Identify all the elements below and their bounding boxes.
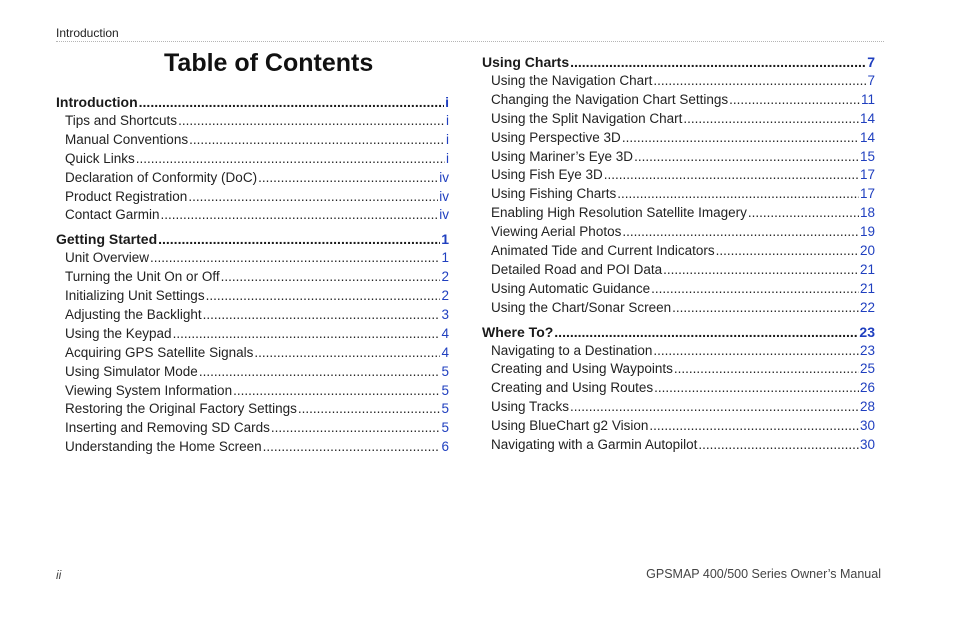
entry-title: Navigating to a Destination bbox=[491, 342, 653, 358]
page-link[interactable]: 7 bbox=[867, 54, 875, 70]
toc-entry[interactable] bbox=[56, 206, 449, 225]
page-link[interactable]: 21 bbox=[859, 280, 875, 296]
dot-leader bbox=[271, 419, 441, 438]
dot-leader bbox=[672, 299, 859, 318]
dot-leader bbox=[729, 91, 860, 110]
toc-entry[interactable] bbox=[482, 299, 875, 318]
page-link[interactable]: 5 bbox=[441, 382, 449, 398]
dot-leader bbox=[161, 206, 439, 225]
page-number: ii bbox=[56, 568, 62, 582]
toc-entry[interactable] bbox=[56, 438, 449, 457]
toc-entry[interactable] bbox=[482, 436, 875, 455]
dot-leader bbox=[203, 306, 441, 325]
dot-leader bbox=[233, 382, 440, 401]
entry-title: Adjusting the Backlight bbox=[65, 307, 202, 323]
page-link[interactable]: iv bbox=[439, 188, 449, 204]
entry-title: Using Fishing Charts bbox=[491, 186, 617, 202]
entry-title: Using Simulator Mode bbox=[65, 363, 198, 379]
page-link[interactable]: i bbox=[446, 150, 449, 166]
toc-entry[interactable] bbox=[482, 379, 875, 398]
page-link[interactable]: 25 bbox=[859, 361, 875, 377]
toc-entry[interactable] bbox=[482, 261, 875, 280]
entry-title: Navigating with a Garmin Autopilot bbox=[491, 437, 698, 453]
toc-entry[interactable] bbox=[56, 344, 449, 363]
toc-section-heading[interactable] bbox=[56, 93, 449, 112]
page-link[interactable]: 5 bbox=[441, 363, 449, 379]
dot-leader bbox=[683, 110, 859, 129]
entry-title: Quick Links bbox=[65, 150, 135, 166]
dot-leader bbox=[674, 360, 859, 379]
entry-title: Using Perspective 3D bbox=[491, 129, 621, 145]
dot-leader bbox=[173, 325, 441, 344]
dot-leader bbox=[748, 204, 859, 223]
page-link[interactable]: 4 bbox=[441, 344, 449, 360]
dot-leader bbox=[298, 400, 441, 419]
dot-leader bbox=[654, 379, 859, 398]
page-link[interactable]: 5 bbox=[441, 401, 449, 417]
toc-entry[interactable] bbox=[482, 148, 875, 167]
entry-title: Understanding the Home Screen bbox=[65, 439, 262, 455]
entry-title: Using BlueChart g2 Vision bbox=[491, 418, 649, 434]
toc-entry[interactable] bbox=[56, 306, 449, 325]
entry-title: Animated Tide and Current Indicators bbox=[491, 243, 715, 259]
page-link[interactable]: 7 bbox=[867, 73, 875, 88]
entry-title: Getting Started bbox=[56, 231, 158, 248]
entry-title: Using Charts bbox=[482, 54, 570, 70]
toc-entry[interactable] bbox=[56, 188, 449, 207]
toc-entry[interactable] bbox=[482, 204, 875, 223]
entry-title: Using Mariner’s Eye 3D bbox=[491, 148, 634, 164]
page-link[interactable]: 14 bbox=[859, 110, 875, 126]
entry-title: Introduction bbox=[56, 94, 138, 110]
dot-leader bbox=[653, 342, 859, 361]
page-link[interactable]: 6 bbox=[441, 439, 449, 455]
toc-entry[interactable] bbox=[56, 287, 449, 306]
page-link[interactable]: 15 bbox=[859, 148, 875, 164]
toc-entry[interactable] bbox=[482, 223, 875, 242]
entry-title: Contact Garmin bbox=[65, 207, 160, 223]
entry-title: Declaration of Conformity (DoC) bbox=[65, 169, 258, 185]
running-header: Introduction bbox=[56, 26, 119, 40]
dot-leader bbox=[199, 363, 441, 382]
page-link[interactable]: iv bbox=[439, 169, 449, 185]
toc-entry[interactable] bbox=[482, 280, 875, 299]
dot-leader bbox=[258, 169, 438, 188]
dot-leader bbox=[150, 249, 440, 268]
dot-leader bbox=[178, 112, 445, 131]
entry-title: Initializing Unit Settings bbox=[65, 288, 205, 304]
page-link[interactable]: iv bbox=[439, 207, 449, 223]
toc-entry[interactable] bbox=[482, 185, 875, 204]
entry-title: Restoring the Original Factory Settings bbox=[65, 401, 297, 417]
toc-section-heading[interactable] bbox=[482, 323, 875, 342]
dot-leader bbox=[263, 438, 441, 457]
manual-title: GPSMAP 400/500 Series Owner’s Manual bbox=[646, 567, 881, 581]
page-link[interactable]: 30 bbox=[859, 437, 875, 453]
page-link[interactable]: 26 bbox=[859, 380, 875, 396]
toc-entry[interactable] bbox=[482, 110, 875, 129]
entry-title: Using the Keypad bbox=[65, 325, 172, 341]
dot-leader bbox=[663, 261, 859, 280]
page-link[interactable]: 17 bbox=[859, 167, 875, 183]
dot-leader bbox=[570, 398, 859, 417]
entry-title: Inserting and Removing SD Cards bbox=[65, 420, 270, 436]
page-link[interactable]: 3 bbox=[441, 307, 449, 323]
entry-title: Manual Conventions bbox=[65, 131, 189, 147]
dot-leader bbox=[188, 188, 438, 207]
page-title: Table of Contents bbox=[164, 49, 374, 77]
page-link[interactable]: i bbox=[446, 131, 449, 147]
dot-leader bbox=[136, 150, 445, 169]
page-link[interactable]: 30 bbox=[859, 418, 875, 434]
toc-entry[interactable] bbox=[56, 131, 449, 150]
entry-title: Using the Chart/Sonar Screen bbox=[491, 299, 672, 315]
toc-entry[interactable] bbox=[482, 242, 875, 261]
dot-leader bbox=[254, 344, 440, 363]
dot-leader bbox=[651, 280, 859, 299]
toc-entry[interactable] bbox=[482, 417, 875, 436]
toc-entry[interactable] bbox=[56, 400, 449, 419]
entry-title: Using the Split Navigation Chart bbox=[491, 110, 683, 126]
page-link[interactable]: 11 bbox=[860, 91, 875, 107]
toc-entry[interactable] bbox=[56, 112, 449, 131]
header-divider bbox=[56, 41, 884, 42]
dot-leader bbox=[622, 129, 859, 148]
toc-entry[interactable] bbox=[56, 268, 449, 287]
page-link[interactable]: 17 bbox=[859, 186, 875, 202]
entry-title: Using Fish Eye 3D bbox=[491, 167, 603, 183]
toc-entry[interactable] bbox=[56, 169, 449, 188]
toc-section-heading[interactable] bbox=[482, 53, 875, 72]
entry-title: Product Registration bbox=[65, 188, 188, 204]
page-link[interactable]: 19 bbox=[859, 224, 875, 240]
dot-leader bbox=[698, 436, 859, 455]
page-link[interactable]: 1 bbox=[441, 250, 449, 266]
page-link[interactable]: 23 bbox=[859, 342, 875, 358]
toc-entry[interactable] bbox=[56, 419, 449, 438]
dot-leader bbox=[206, 287, 441, 306]
toc-entry[interactable] bbox=[482, 398, 875, 417]
dot-leader bbox=[189, 131, 445, 150]
page-link[interactable]: 14 bbox=[859, 129, 875, 145]
entry-title: Viewing Aerial Photos bbox=[491, 224, 622, 240]
entry-title: Using Automatic Guidance bbox=[491, 280, 651, 296]
page-link[interactable]: i bbox=[446, 113, 449, 128]
dot-leader bbox=[570, 53, 866, 72]
dot-leader bbox=[653, 72, 866, 91]
entry-title: Where To? bbox=[482, 323, 554, 340]
entry-title: Detailed Road and POI Data bbox=[491, 261, 663, 277]
toc-entry[interactable] bbox=[56, 325, 449, 344]
toc-entry[interactable] bbox=[56, 249, 449, 268]
dot-leader bbox=[617, 185, 859, 204]
dot-leader bbox=[604, 166, 859, 185]
page-link[interactable]: 21 bbox=[859, 261, 875, 277]
dot-leader bbox=[634, 148, 859, 167]
entry-title: Using the Navigation Chart bbox=[491, 73, 653, 88]
entry-title: Turning the Unit On or Off bbox=[65, 269, 220, 285]
page-link[interactable]: 18 bbox=[859, 205, 875, 221]
toc-entry[interactable] bbox=[56, 150, 449, 169]
toc-entry[interactable] bbox=[56, 363, 449, 382]
toc-entry[interactable] bbox=[482, 129, 875, 148]
dot-leader bbox=[716, 242, 859, 261]
entry-title: Enabling High Resolution Satellite Imagery bbox=[491, 205, 747, 221]
page-link[interactable]: 2 bbox=[441, 269, 449, 285]
page-link[interactable]: 20 bbox=[859, 243, 875, 259]
entry-title: Tips and Shortcuts bbox=[65, 113, 178, 128]
toc-section-where-to bbox=[482, 323, 875, 455]
page-link[interactable]: 1 bbox=[441, 231, 449, 248]
toc-right-column bbox=[482, 53, 875, 460]
page-link[interactable]: 5 bbox=[441, 420, 449, 436]
toc-entry[interactable] bbox=[482, 166, 875, 185]
toc-entry[interactable] bbox=[482, 91, 875, 110]
toc-left-column bbox=[56, 93, 449, 462]
entry-title: Using Tracks bbox=[491, 399, 570, 415]
entry-title: Acquiring GPS Satellite Signals bbox=[65, 344, 254, 360]
toc-section-using-charts bbox=[482, 53, 875, 318]
page-link[interactable]: 2 bbox=[441, 288, 449, 304]
dot-leader bbox=[139, 93, 444, 112]
entry-title: Unit Overview bbox=[65, 250, 150, 266]
dot-leader bbox=[622, 223, 859, 242]
page-link[interactable]: 22 bbox=[859, 299, 875, 315]
entry-title: Changing the Navigation Chart Settings bbox=[491, 91, 729, 107]
toc-section-introduction bbox=[56, 93, 449, 225]
dot-leader bbox=[158, 230, 440, 249]
toc-entry[interactable] bbox=[482, 72, 875, 91]
dot-leader bbox=[649, 417, 859, 436]
dot-leader bbox=[554, 323, 858, 342]
entry-title: Creating and Using Routes bbox=[491, 380, 654, 396]
page-link[interactable]: 28 bbox=[859, 399, 875, 415]
page-link[interactable]: 23 bbox=[859, 323, 875, 340]
toc-entry[interactable] bbox=[56, 382, 449, 401]
page-link[interactable]: 4 bbox=[441, 325, 449, 341]
toc-entry[interactable] bbox=[482, 342, 875, 361]
entry-title: Viewing System Information bbox=[65, 382, 233, 398]
toc-section-getting-started bbox=[56, 230, 449, 457]
entry-title: Creating and Using Waypoints bbox=[491, 361, 673, 377]
page-link[interactable]: i bbox=[445, 94, 449, 110]
toc-section-heading[interactable] bbox=[56, 230, 449, 249]
dot-leader bbox=[221, 268, 441, 287]
toc-entry[interactable] bbox=[482, 360, 875, 379]
